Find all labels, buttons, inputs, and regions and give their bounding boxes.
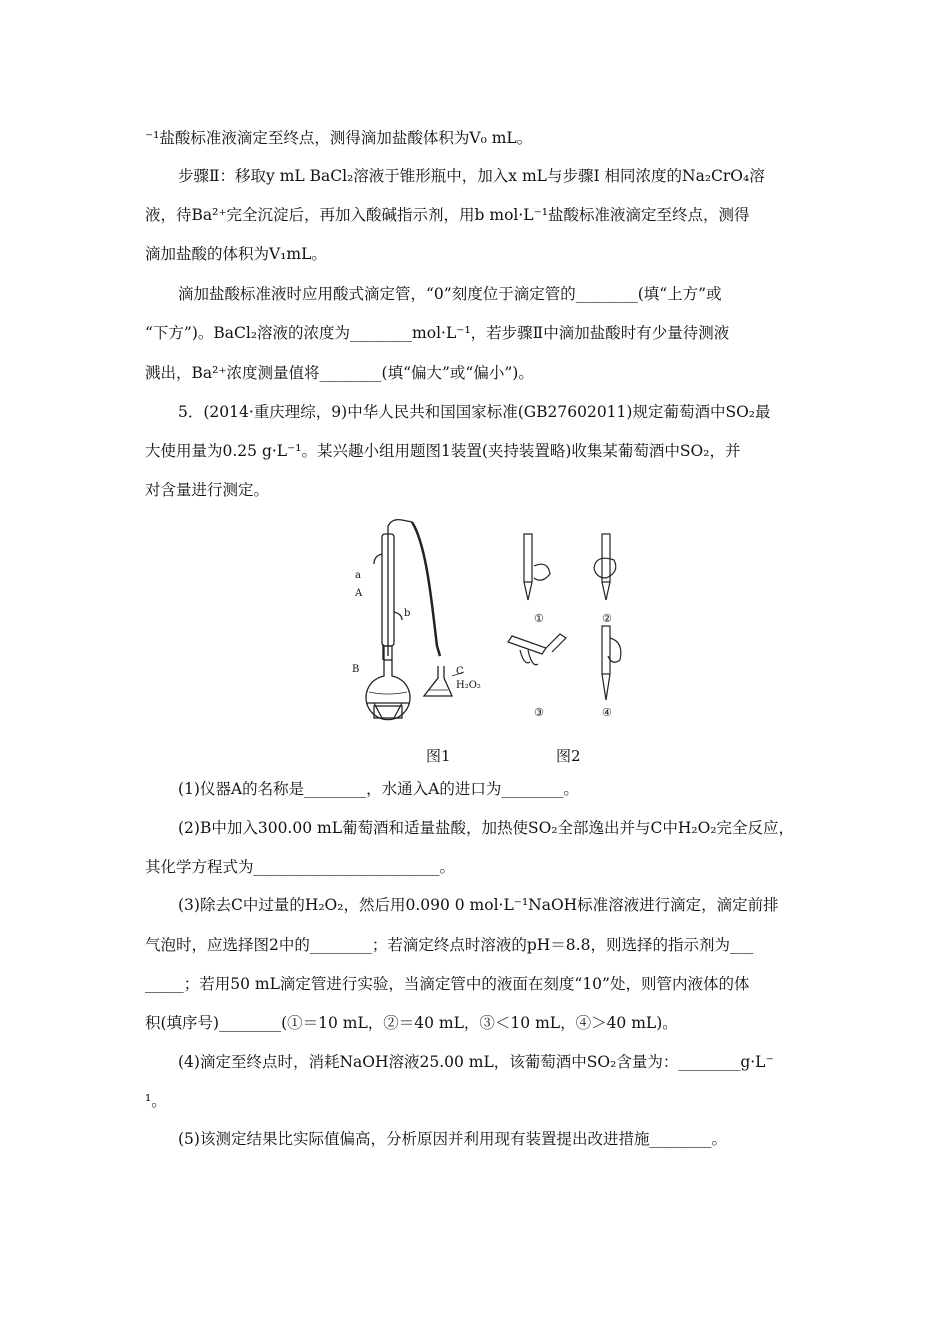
problem5-line2: 大使用量为0.25 g·L⁻¹。某兴趣小组用题图1装置(夹持装置略)收集某葡萄酒中SO₂，并: [145, 442, 741, 460]
question-line1: 滴加盐酸标准液时应用酸式滴定管，“0”刻度位于滴定管的________(填“上方”或: [178, 285, 722, 303]
label-B: B: [352, 664, 360, 675]
label-circle-3: ③: [534, 706, 544, 719]
label-H2O2: H₂O₂: [456, 680, 481, 691]
label-circle-4: ④: [602, 706, 612, 719]
figure1-apparatus: [366, 520, 464, 720]
caption-figure2: 图2: [556, 747, 581, 765]
q4b-line2: ¹。: [145, 1092, 167, 1110]
q3-line4: 积(填序号)________(①＝10 mL，②＝40 mL，③＜10 mL，④＞40 mL)。: [145, 1014, 678, 1032]
step2-line2: 液，待Ba²⁺完全沉淀后，再加入酸碱指示剂，用b mol·L⁻¹盐酸标准液滴定至终点，测得: [145, 206, 750, 224]
q2-line1: (2)B中加入300.00 mL葡萄酒和适量盐酸，加热使SO₂全部逸出并与C中H₂O₂完全反应，: [178, 819, 795, 837]
q5-line: (5)该测定结果比实际值偏高，分析原因并利用现有装置提出改进措施________。: [178, 1130, 727, 1148]
q1-line: (1)仪器A的名称是________，水通入A的进口为________。: [178, 780, 579, 798]
q3-line2: 气泡时，应选择图2中的________；若滴定终点时溶液的pH＝8.8，则选择的指示剂为___: [145, 936, 754, 954]
question-line2: “下方”)。BaCl₂溶液的浓度为________mol·L⁻¹，若步骤Ⅱ中滴加盐酸时有少量待测液: [145, 324, 730, 342]
problem5-line1: 5．(2014·重庆理综，9)中华人民共和国国家标准(GB27602011)规定葡萄酒中SO₂最: [178, 403, 771, 421]
label-circle-1: ①: [534, 612, 544, 625]
label-A: A: [355, 588, 363, 599]
q2-line2: 其化学方程式为________________________。: [145, 858, 456, 876]
step2-line1: 步骤Ⅱ：移取y mL BaCl₂溶液于锥形瓶中，加入x mL与步骤Ⅰ 相同浓度的Na₂CrO₄溶: [178, 167, 765, 185]
step2-line3: 滴加盐酸的体积为V₁mL。: [145, 245, 327, 263]
q4b-line1: (4)滴定至终点时，消耗NaOH溶液25.00 mL，该葡萄酒中SO₂含量为：________g·L⁻: [178, 1053, 774, 1071]
q3-line3: _____；若用50 mL滴定管进行实验，当滴定管中的液面在刻度“10”处，则管内液体的体: [145, 975, 750, 993]
label-circle-2: ②: [602, 612, 612, 625]
step1-tail: ⁻¹盐酸标准液滴定至终点，测得滴加盐酸体积为V₀ mL。: [145, 129, 533, 147]
caption-figure1: 图1: [426, 747, 451, 765]
label-a: a: [355, 570, 361, 581]
question-line3: 溅出，Ba²⁺浓度测量值将________(填“偏大”或“偏小”)。: [145, 364, 534, 382]
problem5-line3: 对含量进行测定。: [145, 481, 270, 499]
label-C: C: [456, 666, 464, 677]
label-b: b: [404, 608, 411, 619]
apparatus-figures: [352, 516, 632, 722]
q3-line1: (3)除去C中过量的H₂O₂，然后用0.090 0 mol·L⁻¹NaOH标准溶液进行滴定，滴定前排: [178, 896, 779, 914]
